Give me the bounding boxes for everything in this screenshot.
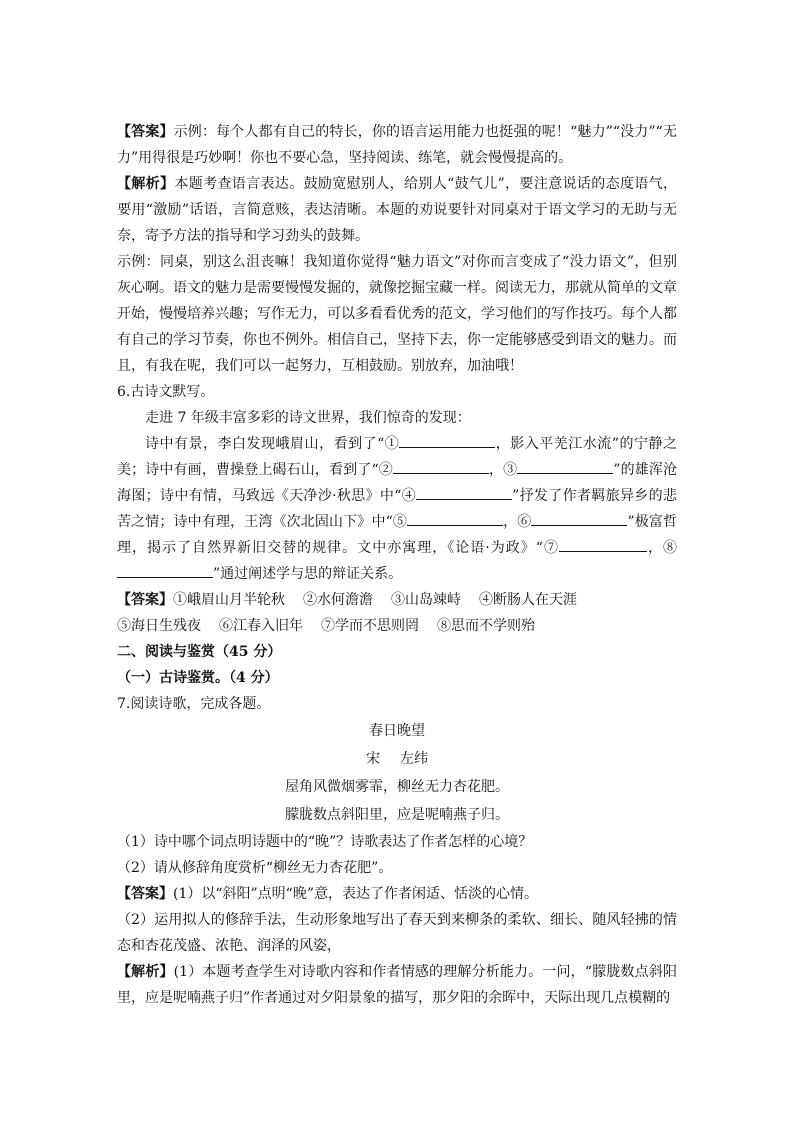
- q6-answer: ⑤海日生残夜: [117, 618, 201, 634]
- fill-blank-1: [399, 433, 495, 448]
- answer-tag: 【答案】: [117, 592, 173, 608]
- q6-text-1: 诗中有景，李白发现峨眉山，看到了“①: [145, 436, 400, 452]
- q6-text-7: ”极富哲理，揭示了自然界新旧交替的规律。文中亦寓理，《论语·为政》“⑦: [117, 514, 678, 556]
- poem-author-line: [117, 745, 677, 773]
- q5-analysis: [117, 171, 677, 249]
- poem-line: 屋角风微烟雾霏，柳丝无力杏花肥。: [285, 779, 509, 795]
- q6-text-6: ，⑥: [503, 514, 532, 530]
- poem-dynasty: 宋: [366, 751, 380, 767]
- analysis-tag: 【解析】: [117, 176, 175, 192]
- q5-example: 示例：同桌，别这么沮丧嘛！我知道你觉得“魅力语文”对你而言变成了“没力语文”，但别灰心啊。语文的魅力是需要慢慢发掘的，就像挖掘宝藏一样。阅读无力，那就从简单的文章开始，慢慢培养兴趣；写作无力，可以多看看优秀的范文，学习他们的写作技巧。每个人都有自己的学习节奏，你也不例外。相信自己，坚持下去，你一定能够感受到语文的魅力。而且，有我在呢，我们可以一起努力，互相鼓励。别放弃，加油哦！: [117, 254, 677, 374]
- q7-analysis-text: (1）本题考查学生对诗歌内容和作者情感的理解分析能力。一问，“朦胧数点斜阳里，应是呢喃燕子归”作者通过对夕阳景象的描写，那夕阳的余晖中，天际出现几点模糊的: [117, 964, 678, 1006]
- q6-answer: ⑥江春入旧年: [219, 618, 303, 634]
- q6-answers-row-1: [117, 587, 677, 613]
- q6-answer: ②水何澹澹: [303, 592, 373, 608]
- q6-text-9: ”通过阐述学与思的辩证关系。: [213, 566, 403, 582]
- q7-analysis: [117, 959, 677, 1011]
- q6-title: 6.古诗文默写。: [117, 384, 215, 400]
- fill-blank-7: [559, 537, 647, 552]
- q7-answer-2: （2）运用拟人的修辞手法，生动形象地写出了春天到来柳条的柔软、细长、随风轻拂的情态和杏花茂盛、浓艳、润泽的风姿，: [117, 912, 677, 954]
- fill-blank-3: [517, 459, 613, 474]
- q6-text-4: ”的雄浑沧海图；诗中有情，马致远《天净沙·秋思》中“④: [117, 462, 678, 504]
- poem-author: 左纬: [400, 751, 428, 767]
- q6-answer: ⑦学而不思则罔: [321, 618, 419, 634]
- fill-blank-4: [416, 485, 512, 500]
- q7-question-2: （2）请从修辞角度赏析“柳丝无力杏花肥”。: [117, 860, 393, 876]
- fill-blank-8: [117, 563, 213, 578]
- answer-tag: 【答案】: [117, 124, 174, 140]
- answer-tag: 【答案】: [117, 886, 173, 902]
- q5-answer: [117, 119, 677, 171]
- section-sub-heading: （一）古诗鉴赏。（4 分）: [117, 670, 279, 686]
- q6-answers-row-2: [117, 613, 677, 639]
- q5-answer-text: 示例：每个人都有自己的特长，你的语言运用能力也挺强的呢！“魅力”“没力”“无力”用得很是巧妙啊！你也不要心急，坚持阅读、练笔，就会慢慢提高的。: [117, 124, 677, 166]
- q6-body: [117, 431, 677, 587]
- poem-line: 朦胧数点斜阳里，应是呢喃燕子归。: [285, 807, 509, 823]
- q7-answer-1: [117, 881, 677, 907]
- q6-text-8: ，⑧: [646, 540, 678, 556]
- document-page: [117, 119, 677, 1011]
- q6-answer: ⑧思而不学则殆: [437, 618, 535, 634]
- q6-text-5: ”抒发了作者羁旅异乡的悲苦之情；诗中有理，王湾《次北固山下》中“⑤: [117, 488, 677, 530]
- q7-answer-1-text: (1）以“斜阳”点明“晚”意，表达了作者闲适、恬淡的心情。: [173, 886, 538, 902]
- poem-title: 春日晚望: [369, 723, 425, 739]
- q7-question-1: （1）诗中哪个词点明诗题中的“晚”？诗歌表达了作者怎样的心境？: [117, 834, 533, 850]
- q5-analysis-text: 本题考查语言表达。鼓励宽慰别人，给别人“鼓气儿”，要注意说话的态度语气，要用“激励”话语，言简意赅，表达清晰。本题的劝说要针对同桌对于语文学习的无助与无奈，寄予方法的指导和学习劲头的鼓舞。: [117, 176, 678, 244]
- q6-intro: 走进 7 年级丰富多彩的诗文世界，我们惊奇的发现：: [145, 410, 471, 426]
- fill-blank-6: [531, 511, 627, 526]
- fill-blank-2: [393, 459, 489, 474]
- q6-answer: ④断肠人在天涯: [479, 592, 577, 608]
- q6-text-2: ，影入平羌江水流”的宁静之美；诗中有画，曹操登上碣石山，看到了“②: [117, 436, 677, 478]
- q6-answer: ③山岛竦峙: [391, 592, 461, 608]
- section-heading: 二、阅读与鉴赏（45 分）: [117, 644, 282, 660]
- q7-title: 7.阅读诗歌，完成各题。: [117, 696, 271, 712]
- fill-blank-5: [407, 511, 503, 526]
- q6-answer: ①峨眉山月半轮秋: [173, 592, 285, 608]
- q6-text-3: ，③: [488, 462, 518, 478]
- analysis-tag: 【解析】: [117, 964, 174, 980]
